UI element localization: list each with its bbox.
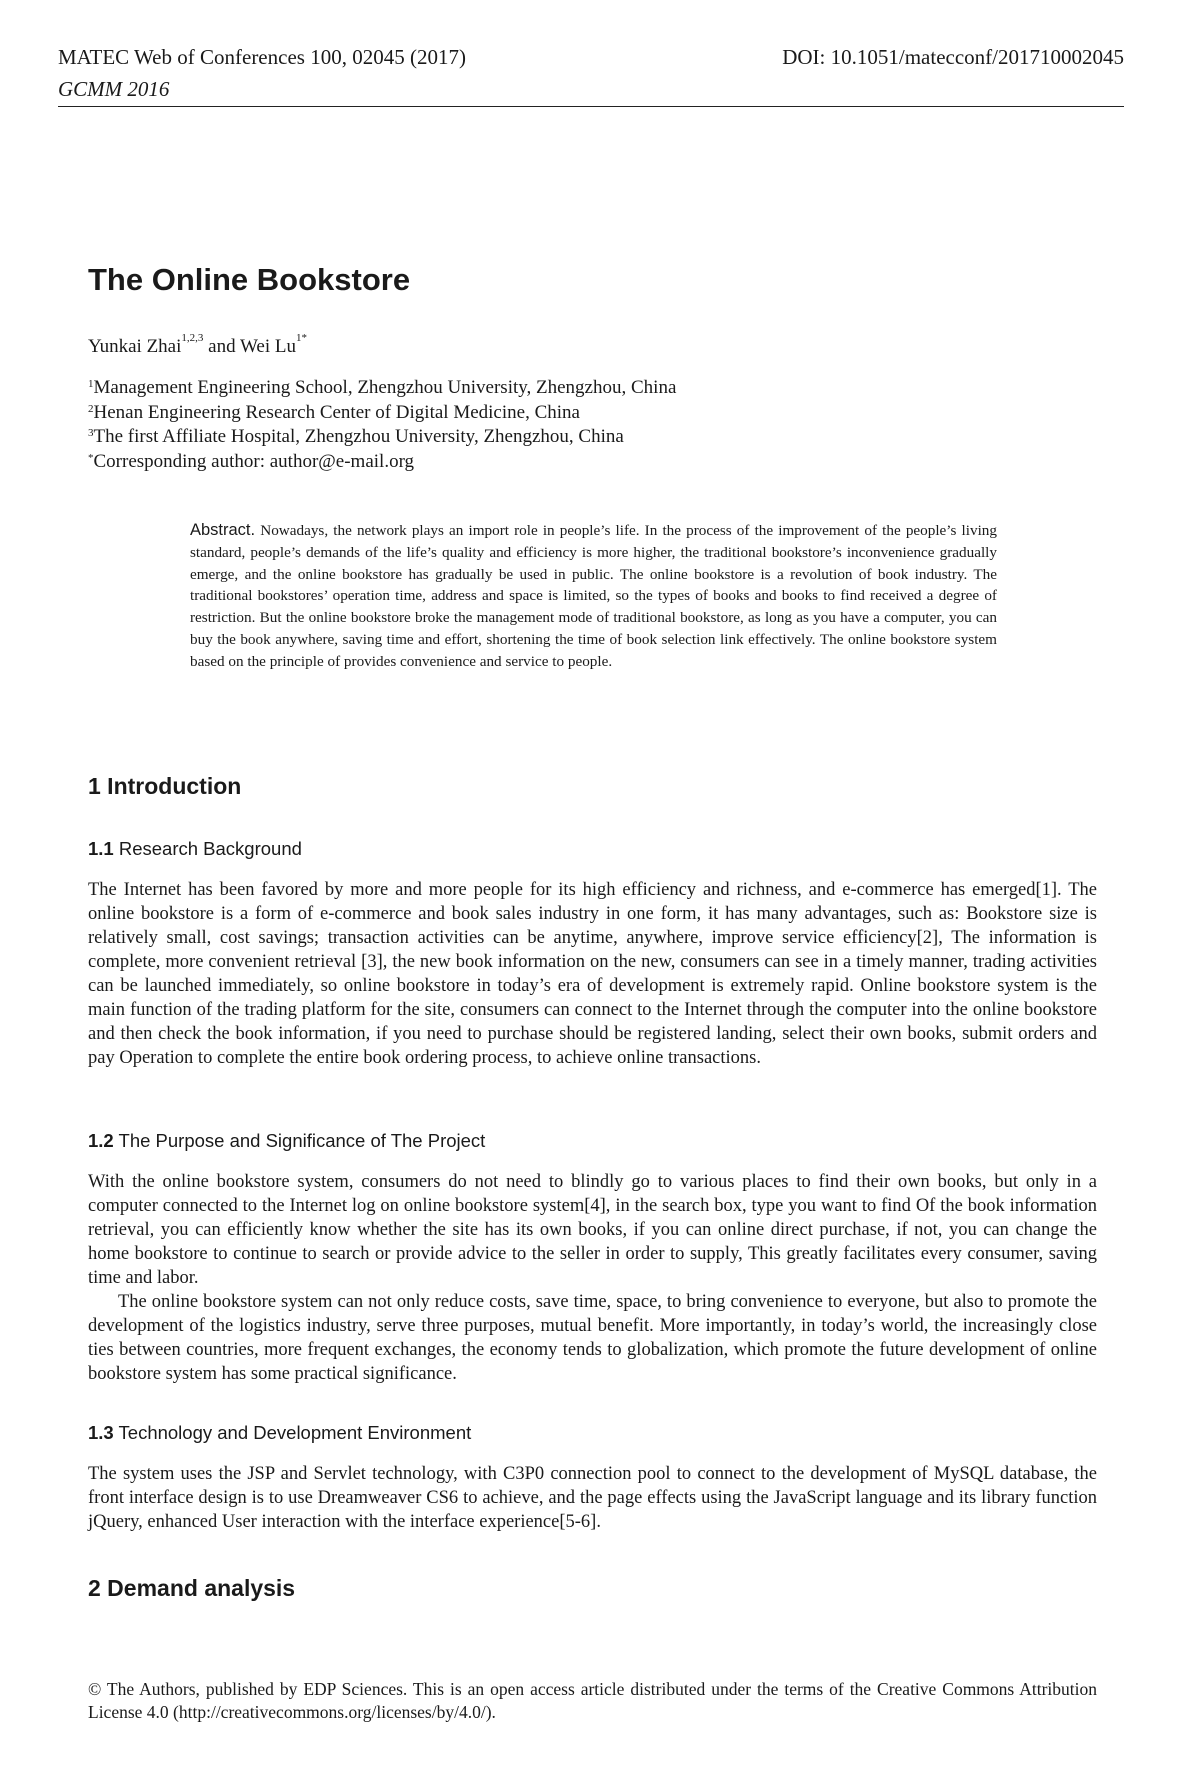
abstract-text: Nowadays, the network plays an import role in people’s life. In the process of the improvement of the people’s living standard, people’s demands of the life’s quality and efficiency is more higher, the traditional bookstore’s inconvenience gradually emerge, and the online bookstore has gradually be used in public. The online bookstore is a revolution of book industry. The traditional bookstores’ operation time, address and space is limited, so the types of books and books to find received a degree of restriction. But the online bookstore broke the management mode of traditional bookstore, as long as you have a computer, you can buy the book anywhere, saving time and effort, shortening the time of book selection link effectively. The online bookstore system based on the principle of provides convenience and service to people. xyxy=(190,522,997,670)
affiliation-item xyxy=(88,376,676,401)
doi-label: DOI: 10.1051/matecconf/201710002045 xyxy=(782,45,1124,69)
paragraph-purpose: With the online bookstore system, consumers do not need to blindly go to various places to find their own books, but only in a computer connected to the Internet log on online bookstore system[4], in the search box, type you want to find Of the book information retrieval, you can efficiently know whether the site has its own books, if you can online direct purchase, if not, you can change the home bookstore to continue to search or provide advice to the seller in order to supply, This greatly facilitates every consumer, saving time and labor. xyxy=(88,1172,1097,1288)
author-name: Wei Lu xyxy=(240,336,296,357)
paragraph-research-background: The Internet has been favored by more and more people for its high efficiency and richness, and e-commerce has emerged[1]. The online bookstore is a form of e-commerce and book sales industry in one form, it has many advantages, such as: Bookstore size is relatively small, cost savings; transaction activities can be anytime, anywhere, improve service efficiency[2], The information is complete, more convenient retrieval [3], the new book information on the new, consumers can see in a timely manner, trading activities can be launched immediately, so online bookstore in today’s era of development is extremely rapid. Online bookstore system is the main function of the trading platform for the site, consumers can connect to the Internet through the computer into the online bookstore and then check the book information, if you need to purchase should be registered landing, select their own books, submit orders and pay Operation to complete the entire book ordering process, to achieve online transactions. xyxy=(88,880,1097,1068)
affiliation-item xyxy=(88,425,676,450)
affiliation-text: Management Engineering School, Zhengzhou University, Zhengzhou, China xyxy=(93,377,677,398)
abstract-label: Abstract. xyxy=(190,521,256,539)
subsection-number: 1.2 xyxy=(88,1130,114,1151)
paragraph-significance: The online bookstore system can not only reduce costs, save time, space, to bring convenience to everyone, but also to promote the development of the logistics industry, serve three purposes, mutual benefit. More importantly, in today’s world, the increasingly close ties between countries, more frequent exchanges, the economy tends to globalization, which promote the future development of online bookstore system has some practical significance. xyxy=(88,1292,1097,1384)
license-footnote: © The Authors, published by EDP Sciences. This is an open access article distributed under the terms of the Creative Commons Attribution License 4.0 (http://creativecommons.org/licenses/by/4.0/). xyxy=(88,1679,1097,1722)
subsection-heading-research-background xyxy=(88,838,302,860)
affiliation-item xyxy=(88,401,676,426)
journal-citation: MATEC Web of Conferences 100, 02045 (2017) xyxy=(58,45,466,69)
author-superscript: 1,2,3 xyxy=(181,332,204,344)
corresponding-author xyxy=(88,450,676,475)
affiliation-text: The first Affiliate Hospital, Zhengzhou University, Zhengzhou, China xyxy=(93,426,624,447)
subsection-title: Technology and Development Environment xyxy=(113,1422,472,1443)
subsection-title: The Purpose and Significance of The Project xyxy=(113,1130,486,1151)
abstract xyxy=(190,520,997,673)
author-superscript: 1* xyxy=(295,332,307,344)
author-line xyxy=(88,332,307,358)
affiliation-list xyxy=(88,376,676,474)
subsection-number: 1.3 xyxy=(88,1422,114,1443)
affiliation-text: Henan Engineering Research Center of Digital Medicine, China xyxy=(93,401,580,423)
subsection-heading-purpose xyxy=(88,1130,485,1152)
affiliation-text: Corresponding author: author@e-mail.org xyxy=(93,450,415,472)
header-rule xyxy=(58,106,1124,107)
affiliation-mark: 2 xyxy=(88,402,94,415)
affiliation-mark: 3 xyxy=(88,427,94,439)
paper-title: The Online Bookstore xyxy=(88,262,411,297)
section-heading-introduction: 1 Introduction xyxy=(88,773,242,799)
author-joiner: and xyxy=(203,336,240,357)
author-name: Yunkai Zhai xyxy=(88,336,182,357)
affiliation-mark: 1 xyxy=(88,378,94,390)
paragraph-technology: The system uses the JSP and Servlet technology, with C3P0 connection pool to connect to the development of MySQL database, the front interface design is to use Dreamweaver CS6 to achieve, and the page effects using the JavaScript language and its library function jQuery, enhanced User interaction with the interface experience[5-6]. xyxy=(88,1464,1097,1532)
subsection-heading-technology xyxy=(88,1422,471,1444)
subsection-title: Research Background xyxy=(113,838,302,859)
conference-name: GCMM 2016 xyxy=(58,77,170,101)
subsection-number: 1.1 xyxy=(88,838,114,859)
section-heading-demand-analysis: 2 Demand analysis xyxy=(88,1575,296,1601)
affiliation-mark: * xyxy=(88,451,94,464)
